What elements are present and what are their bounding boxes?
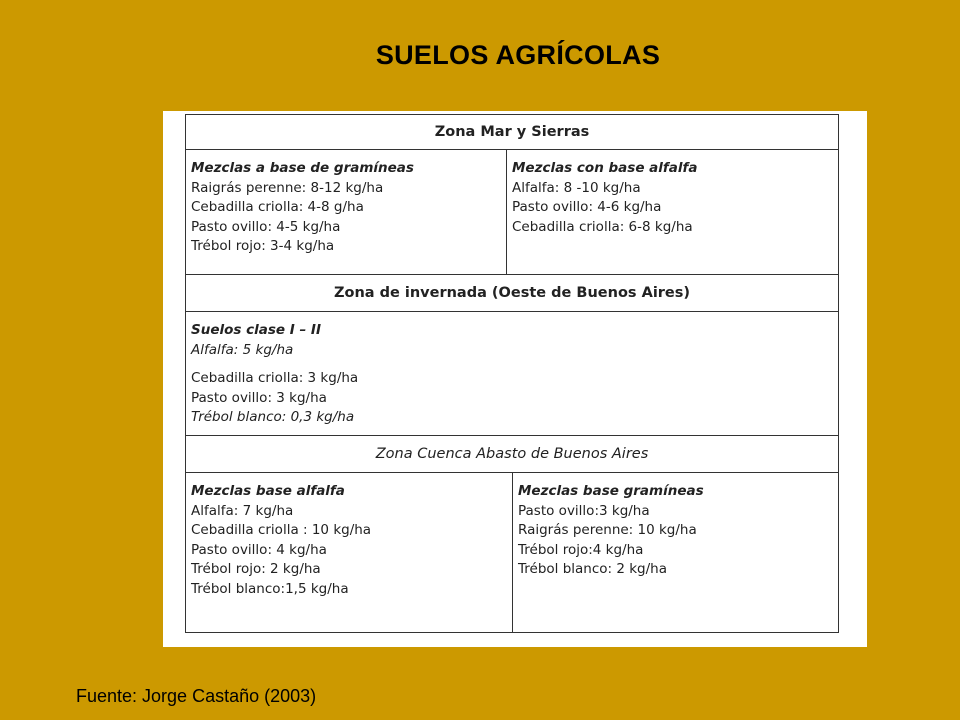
zone3-left-line: Pasto ovillo: 4 kg/ha (191, 541, 327, 558)
zone1-left-line: Pasto ovillo: 4-5 kg/ha (191, 218, 341, 235)
zone2-line: Alfalfa: 5 kg/ha (191, 341, 294, 358)
zone3-left-line: Cebadilla criolla : 10 kg/ha (191, 522, 372, 538)
zone1-left-title: Mezclas a base de gramíneas (191, 160, 414, 176)
zone2-cell (186, 312, 839, 436)
zone3-right-line: Pasto ovillo:3 kg/ha (518, 502, 650, 519)
zone3-right-cell (513, 473, 839, 633)
slide-title: SUELOS AGRÍCOLAS (375, 40, 661, 70)
zone3-left-line: Trébol blanco:1,5 kg/ha (191, 580, 349, 597)
zone1-right-title: Mezclas con base alfalfa (512, 160, 698, 176)
zone1-right-line: Alfalfa: 8 -10 kg/ha (512, 179, 641, 196)
zone3-left-title: Mezclas base alfalfa (191, 483, 345, 499)
zone1-right-line: Cebadilla criolla: 6-8 kg/ha (512, 218, 693, 235)
zone1-left-line: Cebadilla criolla: 4-8 g/ha (191, 199, 364, 215)
zone-header-invernada: Zona de invernada (Oeste de Buenos Aires) (186, 275, 839, 312)
zone1-right-cell (507, 150, 839, 275)
zone1-left-line: Raigrás perenne: 8-12 kg/ha (191, 179, 384, 196)
zone3-right-line: Trébol rojo:4 kg/ha (518, 541, 644, 558)
zone1-left-cell (186, 150, 507, 275)
zone2-line: Cebadilla criolla: 3 kg/ha (191, 370, 359, 386)
zone1-right-line: Pasto ovillo: 4-6 kg/ha (512, 199, 662, 215)
zone-header-cuenca-abasto: Zona Cuenca Abasto de Buenos Aires (186, 436, 839, 473)
seed-mix-table (185, 114, 839, 633)
source-citation: Fuente: Jorge Castaño (2003) (76, 686, 317, 706)
zone3-left-line: Alfalfa: 7 kg/ha (191, 502, 294, 519)
zone2-line: Pasto ovillo: 3 kg/ha (191, 389, 327, 406)
zone3-left-line: Trébol rojo: 2 kg/ha (191, 561, 321, 577)
zone2-line: Trébol blanco: 0,3 kg/ha (191, 409, 355, 425)
zone3-right-line: Raigrás perenne: 10 kg/ha (518, 522, 697, 538)
zone3-right-line: Trébol blanco: 2 kg/ha (518, 561, 668, 577)
table-panel (163, 111, 867, 647)
zone1-left-line: Trébol rojo: 3-4 kg/ha (191, 238, 335, 254)
zone3-right-title: Mezclas base gramíneas (518, 483, 704, 499)
zone-header-mar-y-sierras: Zona Mar y Sierras (186, 115, 839, 150)
zone2-title: Suelos clase I – II (191, 322, 321, 338)
zone3-left-cell (186, 473, 513, 633)
